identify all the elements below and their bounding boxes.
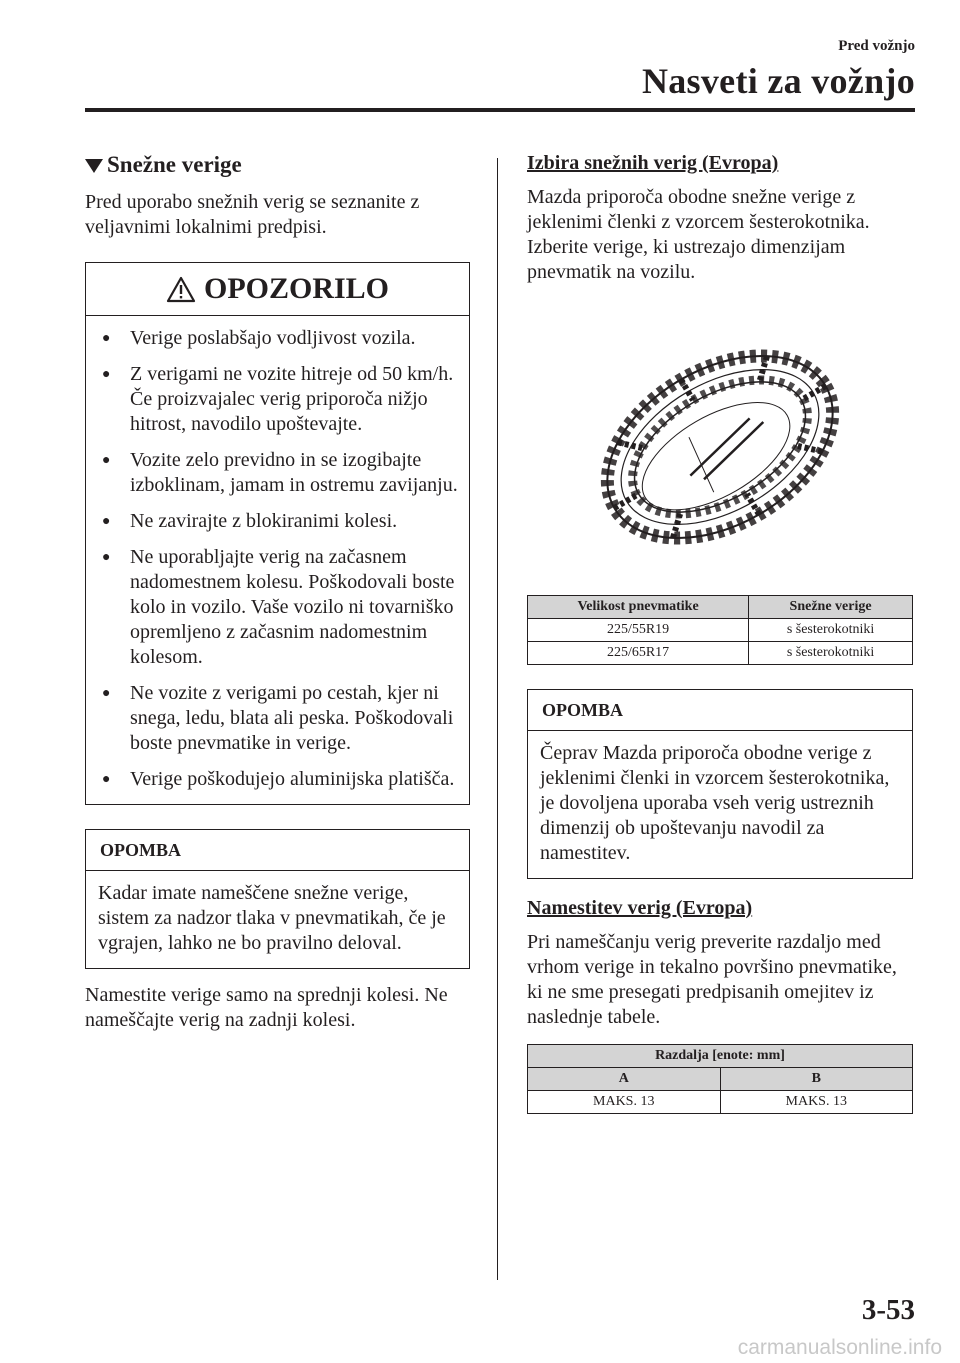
warning-item: ● Ne uporabljajte verig na začasnem nadomestnem kolesu. Poškodovali boste kolo in vozilo. Vaše vozilo ni tovarniško opremljeno z začasnim nadomestnim kolesom. [98,545,459,670]
bullet-dot-icon: ● [102,453,111,468]
table-header: B [720,1068,913,1091]
installation-text: Pri nameščanju verig preverite razdaljo med vrhom verige in tekalno površino pnevmatike, ki ne sme presegati predpisanih omejitev iz naslednje tabele. [527,931,897,1028]
section-title-text: Snežne verige [107,152,242,177]
snow-chain-illustration [527,285,913,595]
table-row [528,642,913,665]
warning-title: OPOZORILO [203,272,390,305]
table-cell: MAKS. 13 [720,1091,913,1114]
table-header: Snežne verige [749,596,913,619]
section-title [85,152,470,178]
note-box [527,689,913,879]
subsection-title-installation: Namestitev verig (Evropa) [527,897,753,919]
note-text: Čeprav Mazda priporoča obodne verige z jeklenimi členki in vzorcem šesterokotnika, je dovoljena uporaba vseh verig ustreznih dimenzij ob upoštevanju navodil za namestitev. [540,742,890,864]
note-box [85,829,470,969]
bullet-dot-icon: ● [102,550,111,565]
table-header: A [528,1068,721,1091]
triangle-bullet-icon [85,159,103,173]
column-divider [497,158,498,1280]
header-rule [85,108,915,112]
page-number: 3-53 [861,1294,915,1326]
warning-item: ● Verige poslabšajo vodljivost vozila. [98,326,459,351]
left-column [85,152,470,1033]
watermark: carmanualsonline.info [737,1336,942,1359]
warning-item: ● Vozite zelo previdno in se izogibajte izboklinam, jamam in ostremu zavijanju. [98,448,459,498]
right-column [527,152,913,1114]
closing-text: Namestite verige samo na sprednji kolesi. Ne nameščajte verig na zadnji kolesi. [85,984,448,1031]
warning-list [86,316,469,804]
warning-box [85,262,470,805]
bullet-dot-icon: ● [102,686,111,701]
table-cell: s šesterokotniki [749,619,913,642]
intro-text: Pred uporabo snežnih verig se seznanite z veljavnimi lokalnimi predpisi. [85,191,420,238]
warning-item: ● Ne vozite z verigami po cestah, kjer ni snega, ledu, blata ali peska. Poškodovali boste pnevmatike in verige. [98,681,459,756]
note-header: OPOMBA [86,830,469,871]
table-row [528,1091,913,1114]
bullet-dot-icon: ● [102,772,111,787]
table-cell: 225/55R19 [528,619,749,642]
subsection-title-selection: Izbira snežnih verig (Evropa) [527,152,779,174]
table-cell: s šesterokotniki [749,642,913,665]
page-title: Nasveti za vožnjo [641,61,915,101]
note-header: OPOMBA [528,690,912,731]
header-section: Pred vožnjo [838,38,915,54]
warning-item: ● Z verigami ne vozite hitreje od 50 km/h. Če proizvajalec verig priporoča nižjo hitrost, navodilo upoštevajte. [98,362,459,437]
warning-triangle-icon [166,276,196,303]
chain-size-table [527,595,913,665]
table-row [528,619,913,642]
table-cell: MAKS. 13 [528,1091,721,1114]
tire-chain-icon [527,285,913,595]
warning-header [86,263,469,316]
clearance-table [527,1044,913,1114]
selection-text: Mazda priporoča obodne snežne verige z jeklenimi členki z vzorcem šesterokotnika. Izberite verige, ki ustrezajo dimenzijam pnevmatik na vozilu. [527,186,870,283]
note-text: Kadar imate nameščene snežne verige, sistem za nadzor tlaka v pnevmatikah, če je vgrajen, lahko ne bo pravilno deloval. [98,882,446,954]
warning-item: ● Verige poškodujejo aluminijska platišča. [98,767,459,792]
table-cell: 225/65R17 [528,642,749,665]
bullet-dot-icon: ● [102,331,111,346]
bullet-dot-icon: ● [102,367,111,382]
warning-item: ● Ne zavirajte z blokiranimi kolesi. [98,509,459,534]
table-header: Velikost pnevmatike [528,596,749,619]
table-caption: Razdalja [enote: mm] [528,1045,913,1068]
bullet-dot-icon: ● [102,514,111,529]
